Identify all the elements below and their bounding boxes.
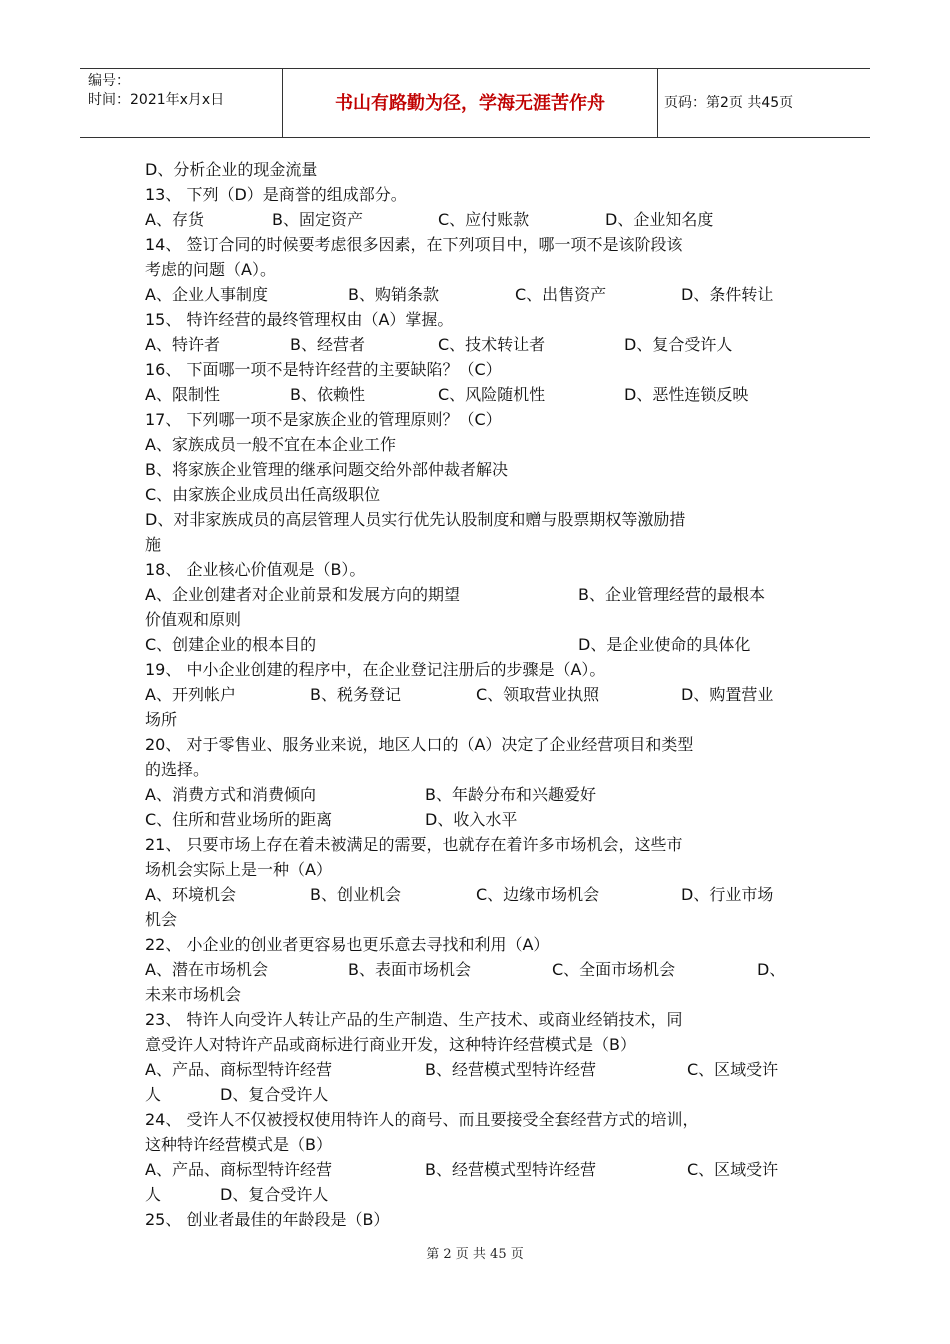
question-line: 15、 特许经营的最终管理权由（A）掌握。 xyxy=(145,310,454,329)
question-line: 23、 特许人向受许人转让产品的生产制造、生产技术、或商业经销技术，同 xyxy=(145,1010,683,1029)
answer-option: C、应付账款 xyxy=(438,210,530,229)
answer-option: A、存货 xyxy=(145,210,204,229)
answer-option: D、是企业使命的具体化 xyxy=(578,635,751,654)
answer-option: B、企业管理经营的最根本 xyxy=(578,585,765,604)
question-line: 13、 下列（D）是商誉的组成部分。 xyxy=(145,185,407,204)
document-date-label: 时间：2021年x月x日 xyxy=(88,92,225,108)
header-page-number: 页码：第2页 共45页 xyxy=(664,95,794,111)
answer-option: B、经营模式型特许经营 xyxy=(425,1060,596,1079)
question-line: D、分析企业的现金流量 xyxy=(145,160,318,179)
answer-option: 未来市场机会 xyxy=(145,985,242,1004)
answer-option: D、条件转让 xyxy=(681,285,774,304)
answer-option: A、开列帐户 xyxy=(145,685,236,704)
question-line: 的选择。 xyxy=(145,760,210,779)
answer-option: 人 xyxy=(145,1185,162,1204)
answer-option: C、住所和营业场所的距离 xyxy=(145,810,333,829)
answer-option: 价值观和原则 xyxy=(145,610,242,629)
answer-option: A、产品、商标型特许经营 xyxy=(145,1160,332,1179)
question-line: 考虑的问题（A）。 xyxy=(145,260,276,279)
answer-option: C、风险随机性 xyxy=(438,385,546,404)
answer-option: B、税务登记 xyxy=(310,685,401,704)
answer-option: B、依赖性 xyxy=(290,385,365,404)
answer-option: A、消费方式和消费倾向 xyxy=(145,785,316,804)
answer-option: 施 xyxy=(145,535,162,554)
answer-option: A、环境机会 xyxy=(145,885,236,904)
answer-option: B、将家族企业管理的继承问题交给外部仲裁者解决 xyxy=(145,460,508,479)
question-line: 14、 签订合同的时候要考虑很多因素，在下列项目中，哪一项不是该阶段该 xyxy=(145,235,683,254)
question-line: 意受许人对特许产品或商标进行商业开发，这种特许经营模式是（B） xyxy=(145,1035,636,1054)
answer-option: B、经营模式型特许经营 xyxy=(425,1160,596,1179)
answer-option: C、由家族企业成员出任高级职位 xyxy=(145,485,381,504)
question-line: 17、 下列哪一项不是家族企业的管理原则？（C） xyxy=(145,410,502,429)
question-line: 25、 创业者最佳的年龄段是（B） xyxy=(145,1210,390,1229)
answer-option: B、表面市场机会 xyxy=(348,960,471,979)
answer-option: C、创建企业的根本目的 xyxy=(145,635,317,654)
question-line: 20、 对于零售业、服务业来说，地区人口的（A）决定了企业经营项目和类型 xyxy=(145,735,694,754)
answer-option: D、购置营业 xyxy=(681,685,774,704)
answer-option: D、复合受许人 xyxy=(624,335,733,354)
question-line: 22、 小企业的创业者更容易也更乐意去寻找和利用（A） xyxy=(145,935,550,954)
answer-option: A、家族成员一般不宜在本企业工作 xyxy=(145,435,396,454)
answer-option: C、出售资产 xyxy=(515,285,607,304)
answer-option: C、区域受许 xyxy=(687,1060,779,1079)
question-line: 18、 企业核心价值观是（B）。 xyxy=(145,560,366,579)
answer-option: A、企业人事制度 xyxy=(145,285,268,304)
question-line: 场机会实际上是一种（A） xyxy=(145,860,332,879)
answer-option: D、行业市场 xyxy=(681,885,774,904)
question-line: 这种特许经营模式是（B） xyxy=(145,1135,332,1154)
question-line: 16、 下面哪一项不是特许经营的主要缺陷？（C） xyxy=(145,360,502,379)
answer-option: B、经营者 xyxy=(290,335,365,354)
answer-option: 机会 xyxy=(145,910,178,929)
answer-option: C、领取营业执照 xyxy=(476,685,600,704)
answer-option: C、区域受许 xyxy=(687,1160,779,1179)
header-motto: 书山有路勤为径，学海无涯苦作舟 xyxy=(335,93,605,114)
answer-option: A、限制性 xyxy=(145,385,220,404)
answer-option: D、复合受许人 xyxy=(220,1185,329,1204)
answer-option: D、复合受许人 xyxy=(220,1085,329,1104)
answer-option: B、固定资产 xyxy=(272,210,363,229)
answer-option: C、边缘市场机会 xyxy=(476,885,600,904)
answer-option: A、特许者 xyxy=(145,335,220,354)
answer-option: C、技术转让者 xyxy=(438,335,546,354)
answer-option: A、企业创建者对企业前景和发展方向的期望 xyxy=(145,585,460,604)
question-line: 21、 只要市场上存在着未被满足的需要，也就存在着许多市场机会，这些市 xyxy=(145,835,683,854)
answer-option: C、全面市场机会 xyxy=(552,960,676,979)
question-line: 24、 受许人不仅被授权使用特许人的商号、而且要接受全套经营方式的培训， xyxy=(145,1110,699,1129)
answer-option: 场所 xyxy=(145,710,178,729)
answer-option: B、购销条款 xyxy=(348,285,439,304)
answer-option: D、恶性连锁反映 xyxy=(624,385,749,404)
answer-option: D、企业知名度 xyxy=(605,210,714,229)
answer-option: D、 xyxy=(757,960,786,979)
answer-option: B、创业机会 xyxy=(310,885,401,904)
answer-option: D、对非家族成员的高层管理人员实行优先认股制度和赠与股票期权等激励措 xyxy=(145,510,686,529)
answer-option: B、年龄分布和兴趣爱好 xyxy=(425,785,596,804)
page-footer: 第 2 页 共 45 页 xyxy=(426,1247,524,1262)
answer-option: A、潜在市场机会 xyxy=(145,960,268,979)
answer-option: A、产品、商标型特许经营 xyxy=(145,1060,332,1079)
question-line: 19、 中小企业创建的程序中，在企业登记注册后的步骤是（A）。 xyxy=(145,660,606,679)
answer-option: 人 xyxy=(145,1085,162,1104)
answer-option: D、收入水平 xyxy=(425,810,518,829)
document-number-label: 编号： xyxy=(88,73,130,89)
